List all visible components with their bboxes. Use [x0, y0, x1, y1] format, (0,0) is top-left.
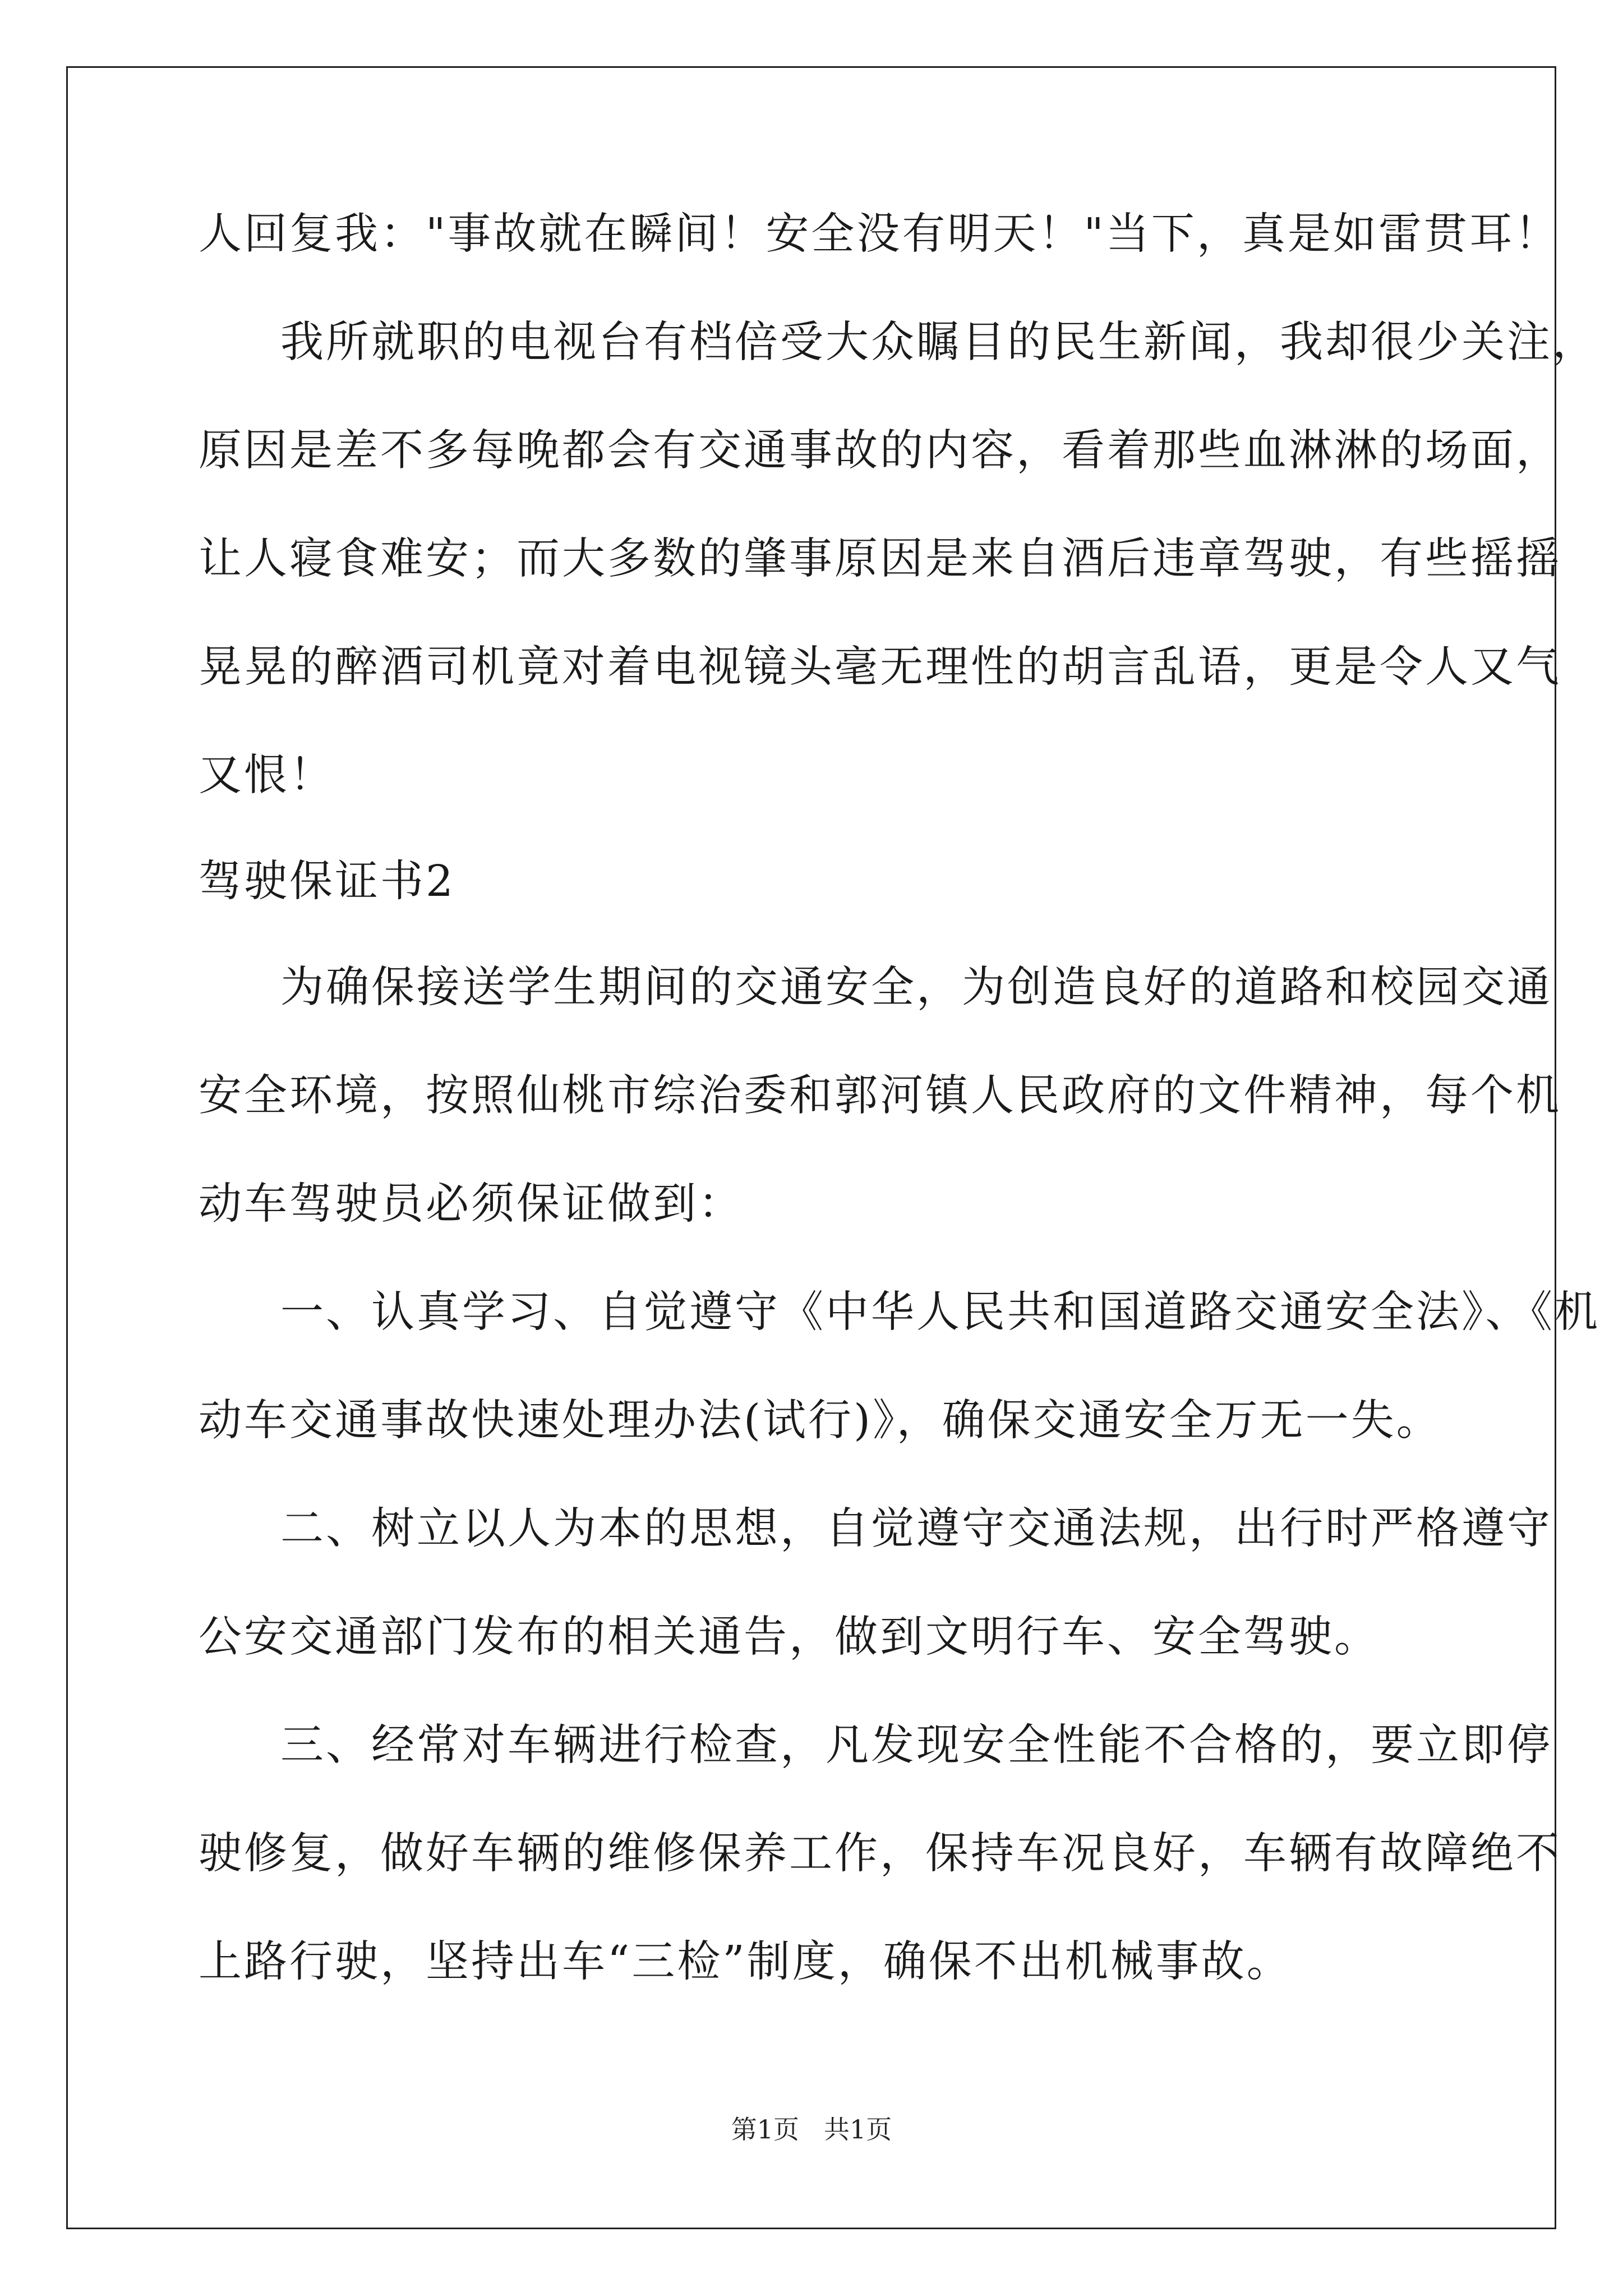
text-line: 动车驾驶员必须保证做到：	[199, 1179, 744, 1229]
text-line: 又恨！	[199, 751, 335, 800]
text-line: 原因是差不多每晚都会有交通事故的内容，看着那些血淋淋的场面，	[199, 426, 1561, 476]
paragraph-line: 三、经常对车辆进行检查，凡发现安全性能不合格的，要立即停	[280, 1720, 1552, 1770]
text-line: 让人寝食难安；而大多数的肇事原因是来自酒后违章驾驶，有些摇摇	[199, 534, 1561, 584]
section-heading: 驾驶保证书2	[199, 857, 455, 907]
page-border	[66, 66, 1556, 2229]
text-line: 晃晃的醉酒司机竟对着电视镜头毫无理性的胡言乱语，更是令人又气	[199, 642, 1561, 692]
page-footer	[0, 2109, 1623, 2146]
text-line: 驶修复，做好车辆的维修保养工作，保持车况良好，车辆有故障绝不	[199, 1829, 1561, 1879]
text-line: 人回复我："事故就在瞬间！安全没有明天！"当下，真是如雷贯耳！	[199, 209, 1560, 259]
paragraph-line: 为确保接送学生期间的交通安全，为创造良好的道路和校园交通	[280, 963, 1552, 1013]
paragraph-line: 二、树立以人为本的思想，自觉遵守交通法规，出行时严格遵守	[280, 1504, 1552, 1554]
text-line: 上路行驶，坚持出车“三检”制度，确保不出机械事故。	[199, 1937, 1292, 1987]
paragraph-line: 我所就职的电视台有档倍受大众瞩目的民生新闻，我却很少关注，	[280, 318, 1598, 367]
page-number: 第1页	[731, 2114, 799, 2145]
text-line: 安全环境，按照仙桃市综治委和郭河镇人民政府的文件精神，每个机	[199, 1071, 1561, 1121]
text-line: 动车交通事故快速处理办法(试行)》，确保交通安全万无一失。	[199, 1396, 1442, 1446]
page-total: 共1页	[824, 2114, 892, 2145]
paragraph-line: 一、认真学习、自觉遵守《中华人民共和国道路交通安全法》、《机	[280, 1287, 1600, 1337]
text-line: 公安交通部门发布的相关通告，做到文明行车、安全驾驶。	[199, 1612, 1380, 1662]
